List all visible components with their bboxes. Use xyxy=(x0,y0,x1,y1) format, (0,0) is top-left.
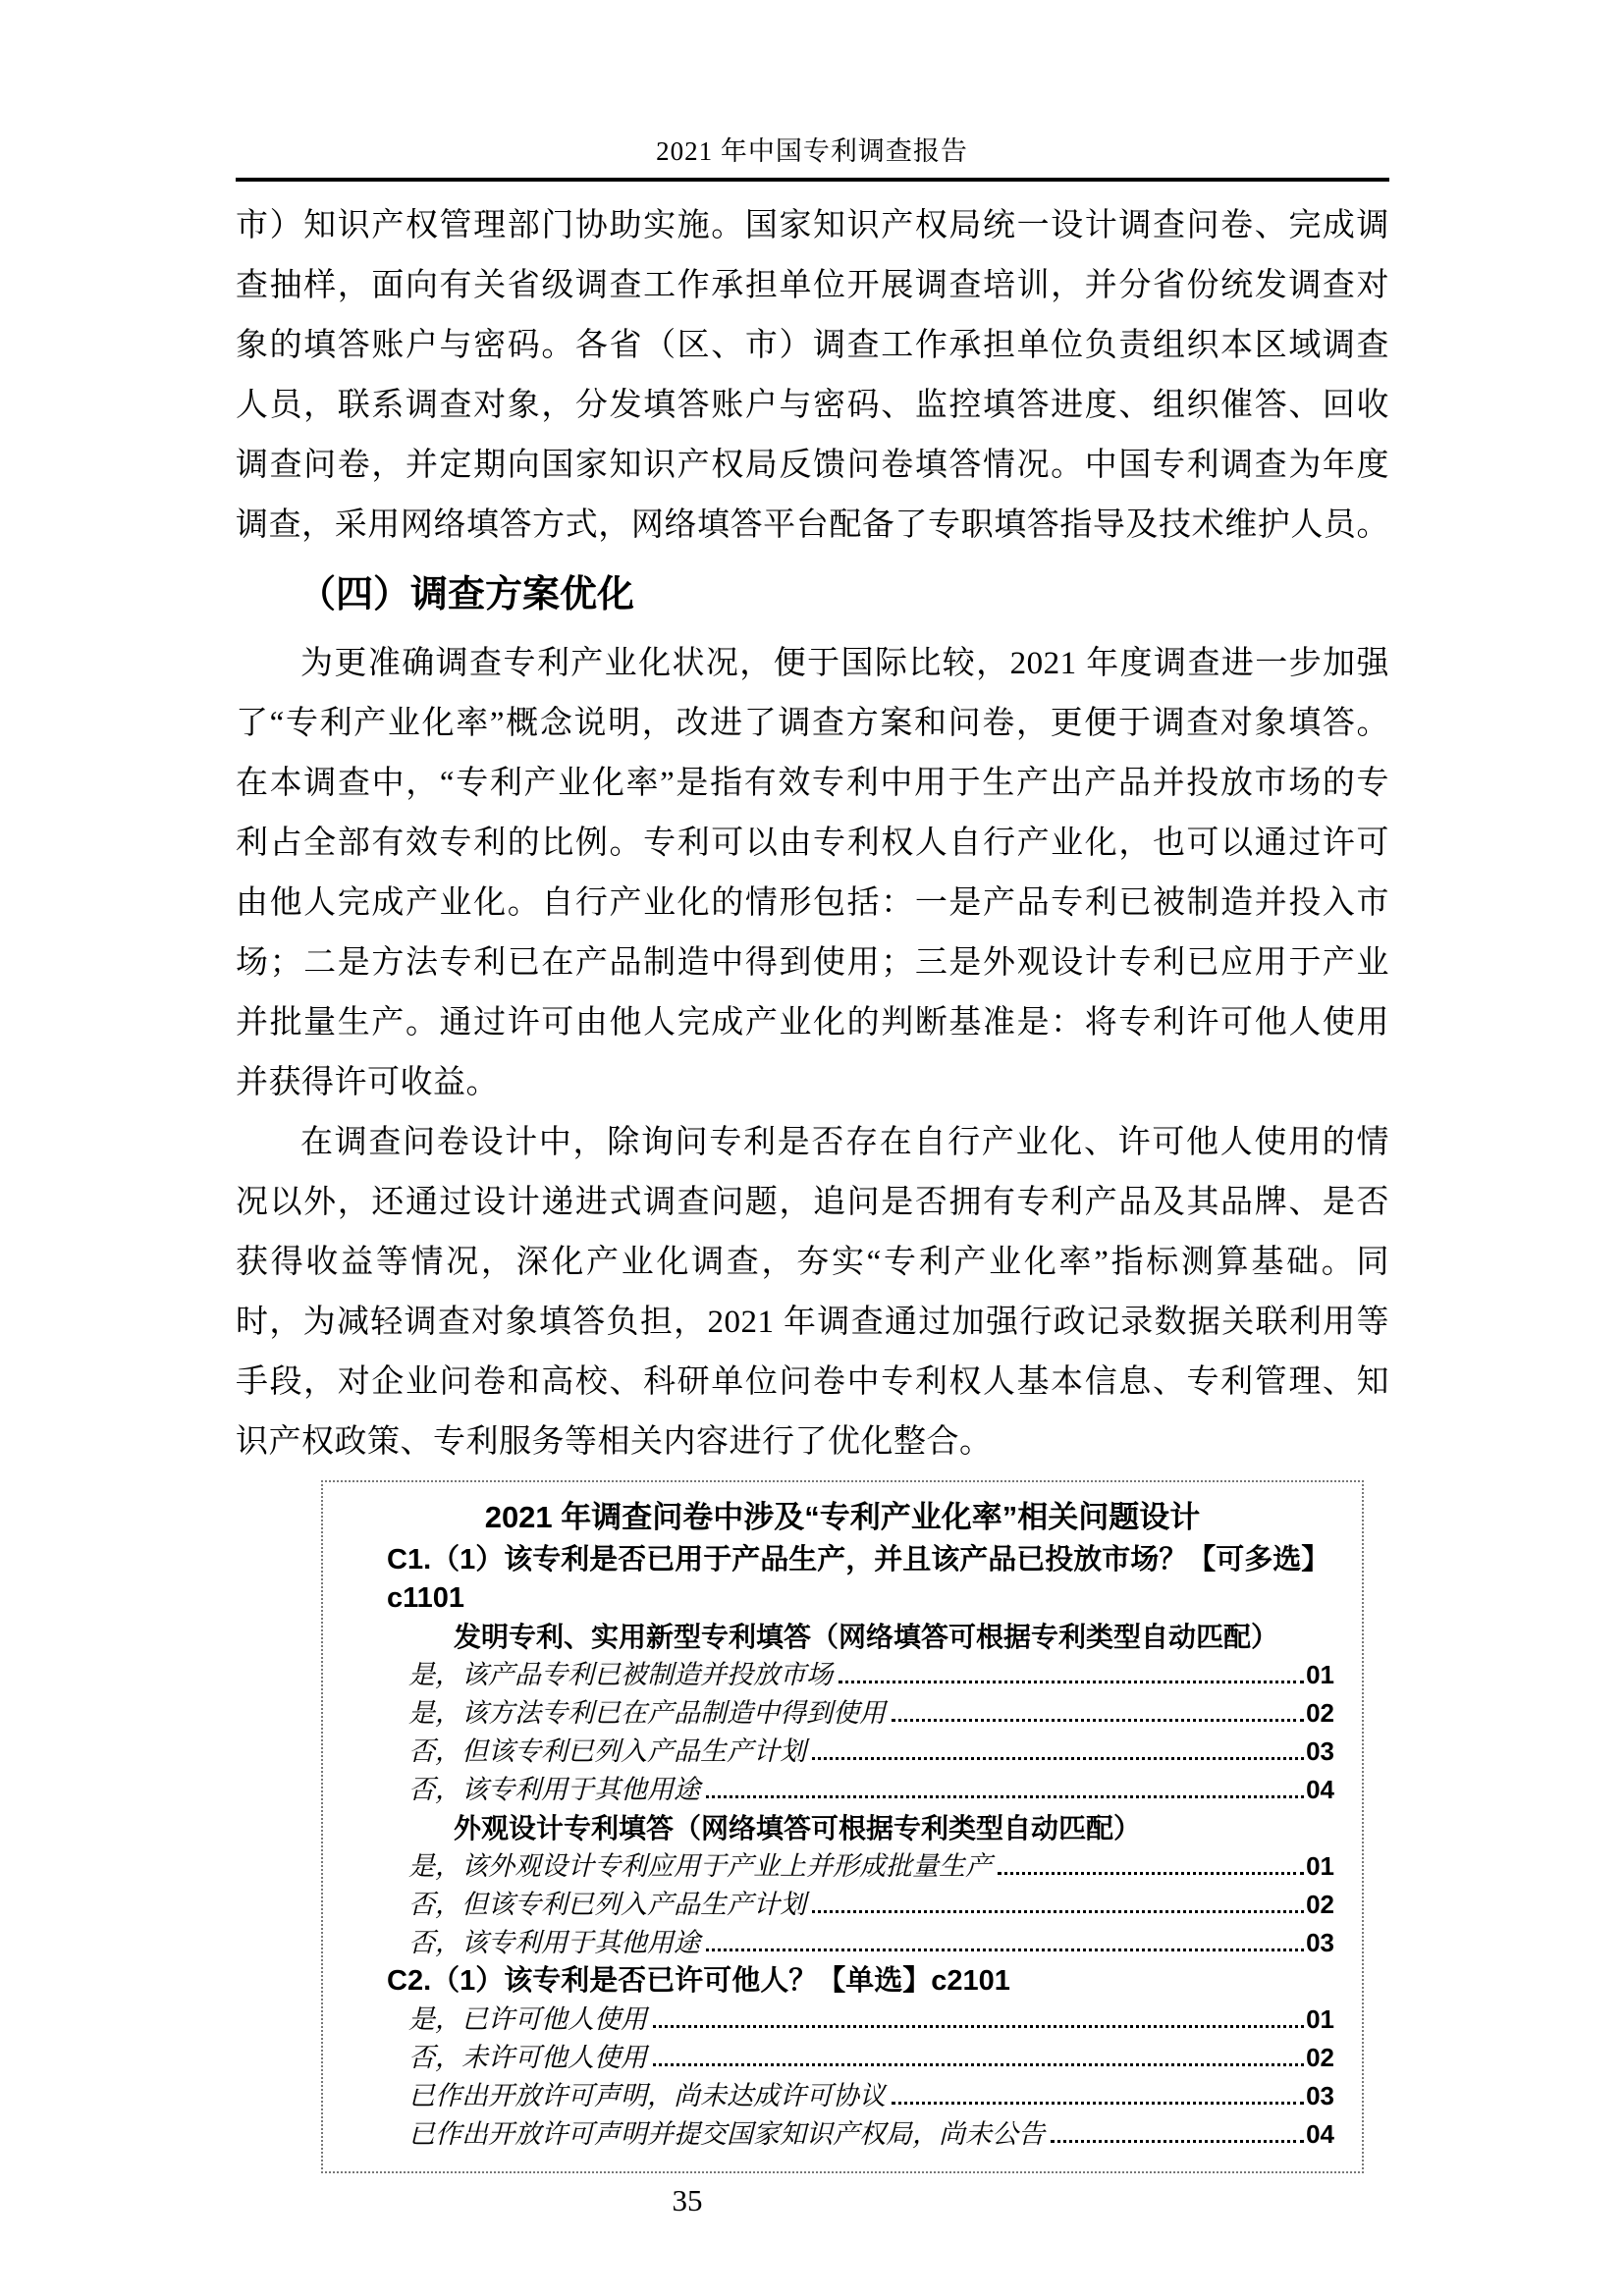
paragraph-line: 调查，采用网络填答方式，网络填答平台配备了专职填答指导及技术维护人员。 xyxy=(236,507,1389,543)
option-text: 是，该外观设计专利应用于产业上并形成批量生产 xyxy=(408,1851,992,1881)
dot-leader xyxy=(892,2102,1304,2105)
option-code: 03 xyxy=(1306,2081,1334,2110)
option-row xyxy=(408,1656,1334,1694)
dot-leader xyxy=(1051,2140,1304,2143)
dot-leader xyxy=(706,1949,1304,1951)
paragraph-line: 场；二是方法专利已在产品制造中得到使用；三是外观设计专利已应用于产业 xyxy=(236,945,1389,981)
option-row xyxy=(408,2077,1334,2115)
question-c1-subheading-design: 外观设计专利填答（网络填答可根据专利类型自动匹配） xyxy=(454,1813,1142,1843)
option-code: 02 xyxy=(1306,1890,1334,1919)
paragraph-line: 查抽样，面向有关省级调查工作承担单位开展调查培训，并分省份统发调查对 xyxy=(236,268,1389,303)
paragraph-2 xyxy=(236,634,1389,1113)
paragraph-line: 市）知识产权管理部门协助实施。国家知识产权局统一设计调查问卷、完成调 xyxy=(236,208,1389,243)
option-text: 是，已许可他人使用 xyxy=(408,2004,647,2034)
question-c1-label: C1.（1）该专利是否已用于产品生产，并且该产品已投放市场？【可多选】c1101 xyxy=(387,1544,1330,1614)
page-header-title: 2021 年中国专利调查报告 xyxy=(656,136,968,166)
paragraph-line: 在调查问卷设计中，除询问专利是否存在自行产业化、许可他人使用的情 xyxy=(300,1125,1389,1160)
page-number: 35 xyxy=(672,2183,703,2217)
question-c1-subheading-invention: 发明专利、实用新型专利填答（网络填答可根据专利类型自动匹配） xyxy=(454,1622,1279,1652)
option-text: 是，该方法专利已在产品制造中得到使用 xyxy=(408,1698,886,1728)
option-row xyxy=(408,1694,1334,1733)
option-text: 是，该产品专利已被制造并投放市场 xyxy=(408,1660,833,1689)
dot-leader xyxy=(653,2025,1304,2028)
paragraph-line: 调查问卷，并定期向国家知识产权局反馈问卷填答情况。中国专利调查为年度 xyxy=(236,448,1389,483)
option-code: 03 xyxy=(1306,1928,1334,1957)
paragraph-line: 识产权政策、专利服务等相关内容进行了优化整合。 xyxy=(236,1424,993,1460)
option-row xyxy=(408,1733,1334,1771)
questionnaire-box xyxy=(321,1480,1364,2173)
option-row xyxy=(408,2001,1334,2039)
paragraph-line: 利占全部有效专利的比例。专利可以由专利权人自行产业化，也可以通过许可 xyxy=(236,826,1389,861)
dot-leader xyxy=(998,1872,1304,1875)
option-code: 01 xyxy=(1306,2004,1334,2034)
paragraph-line: 人员，联系调查对象，分发填答账户与密码、监控填答进度、组织催答、回收 xyxy=(236,388,1389,423)
paragraph-1 xyxy=(236,196,1389,556)
dot-leader xyxy=(653,2063,1304,2066)
option-text: 否，但该专利已列入产品生产计划 xyxy=(408,1736,806,1766)
dot-leader xyxy=(812,1910,1304,1913)
page-content xyxy=(236,196,1389,2222)
question-c2-label: C2.（1）该专利是否已许可他人？【单选】c2101 xyxy=(387,1965,1010,1997)
option-code: 04 xyxy=(1306,1775,1334,1804)
option-row xyxy=(408,1847,1334,1886)
paragraph-line: 并批量生产。通过许可由他人完成产业化的判断基准是：将专利许可他人使用 xyxy=(236,1005,1389,1041)
paragraph-line: 在本调查中，“专利产业化率”是指有效专利中用于生产出产品并投放市场的专 xyxy=(236,766,1389,801)
dot-leader xyxy=(839,1681,1304,1683)
paragraph-line: 了“专利产业化率”概念说明，改进了调查方案和问卷，更便于调查对象填答。 xyxy=(236,706,1389,741)
paragraph-line: 况以外，还通过设计递进式调查问题，追问是否拥有专利产品及其品牌、是否 xyxy=(236,1185,1389,1220)
paragraph-3 xyxy=(236,1113,1389,1472)
paragraph-line: 手段，对企业问卷和高校、科研单位问卷中专利权人基本信息、专利管理、知 xyxy=(236,1364,1389,1400)
header-rule xyxy=(236,178,1389,182)
paragraph-line: 由他人完成产业化。自行产业化的情形包括：一是产品专利已被制造并投入市 xyxy=(236,885,1389,921)
option-row xyxy=(408,1771,1334,1809)
option-row xyxy=(408,2115,1334,2154)
option-text: 否，该专利用于其他用途 xyxy=(408,1928,700,1957)
option-code: 03 xyxy=(1306,1736,1334,1766)
dot-leader xyxy=(706,1795,1304,1798)
option-text: 否，该专利用于其他用途 xyxy=(408,1775,700,1804)
section-heading: （四）调查方案优化 xyxy=(298,574,635,615)
paragraph-line: 象的填答账户与密码。各省（区、市）调查工作承担单位负责组织本区域调查 xyxy=(236,328,1389,363)
option-text: 否，但该专利已列入产品生产计划 xyxy=(408,1890,806,1919)
option-code: 01 xyxy=(1306,1851,1334,1881)
paragraph-line: 并获得许可收益。 xyxy=(236,1065,499,1100)
option-code: 01 xyxy=(1306,1660,1334,1689)
paragraph-line: 为更准确调查专利产业化状况，便于国际比较，2021 年度调查进一步加强 xyxy=(300,646,1389,681)
paragraph-line: 获得收益等情况，深化产业化调查，夯实“专利产业化率”指标测算基础。同 xyxy=(236,1245,1389,1280)
paragraph-line: 时，为减轻调查对象填答负担，2021 年调查通过加强行政记录数据关联利用等 xyxy=(236,1305,1389,1340)
option-code: 04 xyxy=(1306,2119,1334,2149)
option-row xyxy=(408,1886,1334,1924)
option-row xyxy=(408,1924,1334,1962)
dot-leader xyxy=(812,1757,1304,1760)
option-text: 否，未许可他人使用 xyxy=(408,2043,647,2072)
option-text: 已作出开放许可声明并提交国家知识产权局，尚未公告 xyxy=(408,2119,1045,2149)
dot-leader xyxy=(892,1719,1304,1722)
option-code: 02 xyxy=(1306,2043,1334,2072)
option-text: 已作出开放许可声明，尚未达成许可协议 xyxy=(408,2081,886,2110)
questionnaire-title: 2021 年调查问卷中涉及“专利产业化率”相关问题设计 xyxy=(484,1500,1201,1534)
option-row xyxy=(408,2039,1334,2077)
option-code: 02 xyxy=(1306,1698,1334,1728)
